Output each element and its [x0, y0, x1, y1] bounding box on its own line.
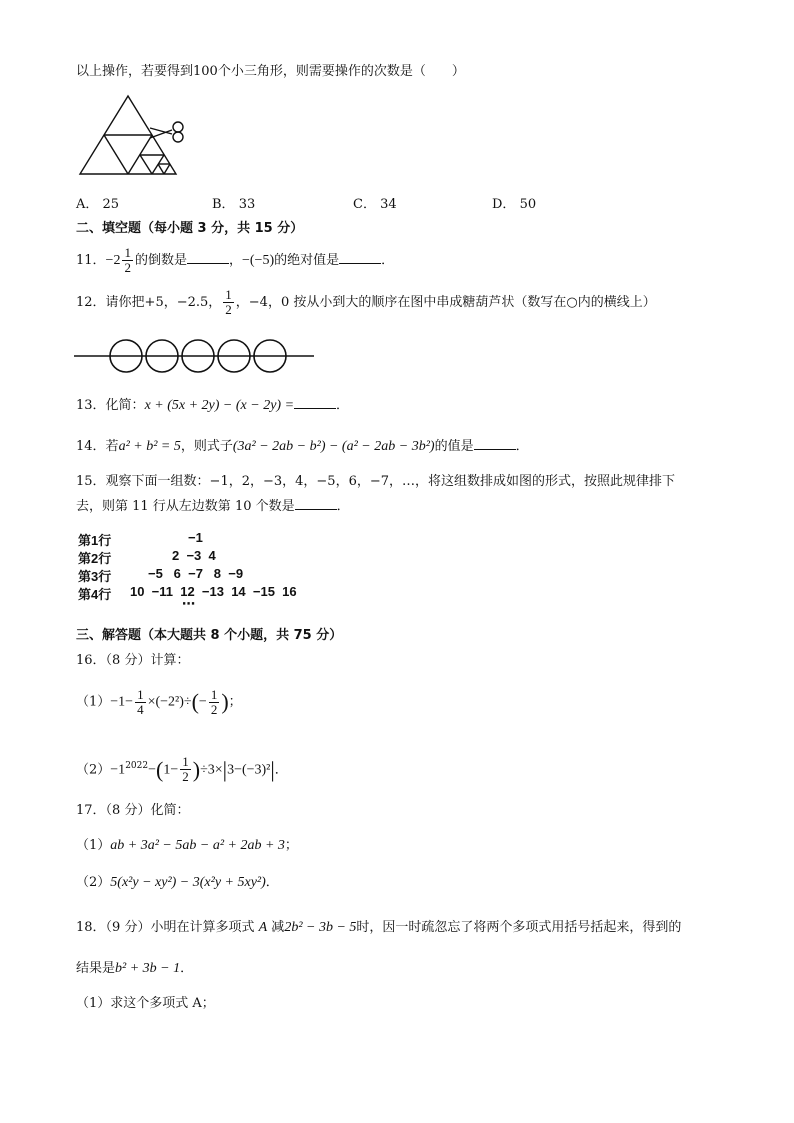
- question-15-line-2: 去，则第 11 行从左边数第 10 个数是 ．: [76, 499, 350, 514]
- choice-a[interactable]: A． 25: [76, 197, 120, 212]
- question-17-part-2: （2）5(x²y − xy²) − 3(x²y + 5xy²)．: [76, 875, 279, 890]
- answer-blank-14[interactable]: [474, 437, 516, 450]
- section-2-title: 二、填空题（每小题 3 分，共 15 分）: [76, 221, 304, 236]
- question-13: 13．化简：x + (5x + 2y) − (x − 2y) = ．: [76, 398, 350, 413]
- section-3-title: 三、解答题（本大题共 8 个小题，共 75 分）: [76, 628, 343, 643]
- answer-blank-11a[interactable]: [187, 251, 229, 264]
- question-18-line-2: 结果是b² + 3b − 1．: [76, 961, 194, 976]
- question-17-part-1: （1）ab + 3a² − 5ab − a² + 2ab + 3；: [76, 838, 298, 853]
- question-17-head: 17．（8 分）化简：: [76, 803, 190, 818]
- q10-stem: 以上操作，若要得到100个小三角形，则需要操作的次数是（ ）: [76, 64, 465, 79]
- question-18-part-1: （1）求这个多项式 A；: [76, 996, 215, 1011]
- question-16-head: 16．（8 分）计算：: [76, 653, 190, 668]
- answer-blank-11b[interactable]: [339, 251, 381, 264]
- question-14: 14．若a² + b² = 5，则式子(3a² − 2ab − b²) − (a² − 2ab − 3b²)的值是 ．: [76, 439, 529, 454]
- candied-haws-figure[interactable]: [74, 336, 314, 376]
- answer-blank-15[interactable]: [295, 497, 337, 510]
- question-15-line-1: 15．观察下面一组数：−1，2，−3，4，−5，6，−7，…，将这组数排成如图的形式，按照此规律排下: [76, 474, 676, 489]
- answer-blank-13[interactable]: [294, 396, 336, 409]
- choice-c[interactable]: C． 34: [353, 197, 397, 212]
- question-16-part-1: （1）−1− $\frac{1}{4}$ ×(−2²)÷(− $\frac{1}{2}$ )；: [76, 686, 242, 717]
- question-16-part-2: $(2)-1^{2022}-(1-$ $\frac{1}{2}$ )÷3×|3−(−3)²|．: [76, 754, 288, 785]
- question-12: 12．请你把+5，−2.5， $\frac{1}{2}$ ，−4，0 按从小到大的顺序在图中串成糖葫芦状（数写在○内的横线上）: [76, 287, 656, 317]
- question-18-line-1: 18．（9 分）小明在计算多项式 A 减2b² − 3b − 5时，因一时疏忽忘了将两个多项式用括号括起来，得到的: [76, 920, 682, 935]
- question-11: 11．−2 $\frac{1}{2}$ 的倒数是 ，−(−5)的绝对值是 ．: [76, 245, 395, 275]
- choice-d[interactable]: D． 50: [492, 197, 537, 212]
- choice-b[interactable]: B． 33: [212, 197, 256, 212]
- scissors-icon: [148, 120, 188, 144]
